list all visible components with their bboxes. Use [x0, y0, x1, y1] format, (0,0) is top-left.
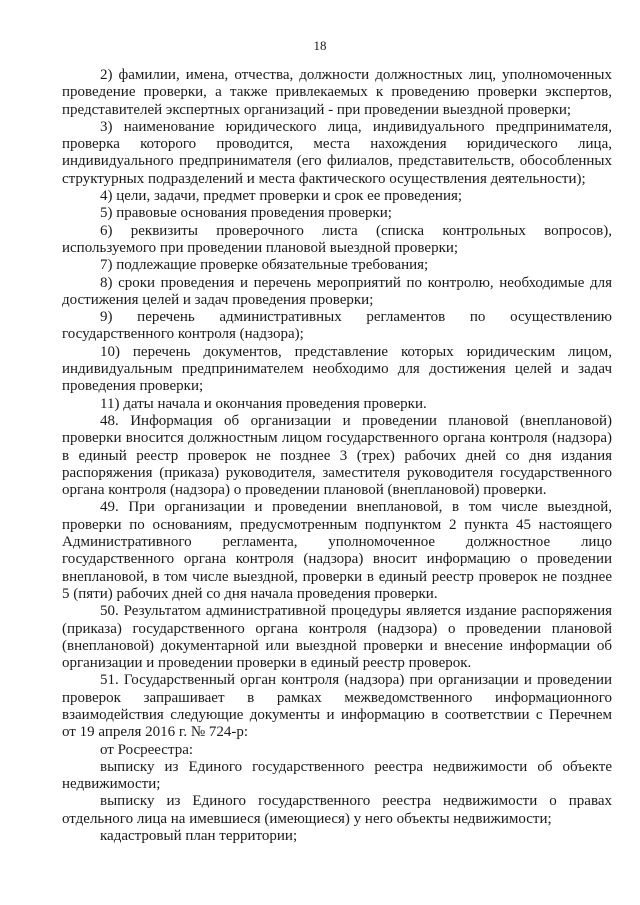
text-line: Административного регламента, уполномоченное должностное лицо [62, 534, 612, 551]
text-line: организации и проведении проверки в единый реестр проверок. [62, 655, 472, 672]
text-line: государственного органа контроля (надзора) вносит информацию о проведении [62, 551, 612, 568]
text-line: от 19 апреля 2016 г. № 724-р: [62, 724, 249, 741]
text-line: представителей экспертных организаций - при проведении выездной проверки; [62, 101, 572, 118]
text-line: 3) наименование юридического лица, индивидуального предпринимателя, [100, 118, 612, 135]
text-line: 4) цели, задачи, предмет проверки и срок ее проведения; [100, 188, 463, 205]
text-line: 6) реквизиты проверочного листа (списка контрольных вопросов), [100, 222, 612, 239]
text-line: достижения целей и задач проведения проверки; [62, 291, 374, 308]
text-line: индивидуальным предпринимателем необходимо для достижения целей и задач [62, 361, 612, 378]
text-line: 5) правовые основания проведения проверки; [100, 205, 392, 222]
text-line: выписку из Единого государственного реестра недвижимости о правах [100, 793, 612, 810]
text-line: проверка которого проводится, места нахождения юридического лица, [62, 136, 612, 153]
text-line: органа контроля (надзора) о проведении плановой (внеплановой) проверки. [62, 482, 547, 499]
text-line: 11) даты начала и окончания проведения проверки. [100, 395, 427, 412]
text-line: внеплановой, в том числе выездной, проверки в единый реестр проверок не позднее [62, 568, 612, 585]
text-line: 10) перечень документов, представление которых юридическим лицом, [100, 343, 612, 360]
text-line: проведения проверки; [62, 378, 204, 395]
text-line: используемого при проведении плановой выездной проверки; [62, 239, 459, 256]
text-line: 9) перечень административных регламентов по осуществлению [100, 309, 612, 326]
text-line: проверки по основаниям, предусмотренным подпунктом 2 пункта 45 настоящего [62, 516, 612, 533]
text-line: проверки вносится должностным лицом государственного органа контроля (надзора) [62, 430, 612, 447]
text-line: проверок запрашивает в рамках межведомственного информационного [62, 689, 612, 706]
text-line: 49. При организации и проведении внеплановой, в том числе выездной, [100, 499, 612, 516]
text-line: от Росреестра: [100, 741, 194, 758]
text-line: 51. Государственный орган контроля (надзора) при организации и проведении [100, 672, 612, 689]
text-line: 50. Результатом административной процедуры является издание распоряжения [100, 603, 612, 620]
text-line: в единый реестр проверок не позднее 3 (трех) рабочих дней со дня издания [62, 447, 612, 464]
text-line: структурных подразделений и места фактического осуществления деятельности); [62, 170, 586, 187]
text-line: отдельного лица на имевшиеся (имеющиеся) у него объекты недвижимости; [62, 810, 552, 827]
text-line: выписку из Единого государственного реестра недвижимости об объекте [100, 758, 612, 775]
text-line: кадастровый план территории; [100, 828, 298, 845]
text-line: государственного контроля (надзора); [62, 326, 304, 343]
text-line: 7) подлежащие проверке обязательные требования; [100, 257, 429, 274]
text-line: распоряжения (приказа) руководителя, заместителя руководителя государственного [62, 464, 612, 481]
document-body [62, 67, 612, 845]
text-line: (внеплановой) документарной или выездной проверки и внесение информации об [62, 637, 612, 654]
text-line: 5 (пяти) рабочих дней со дня начала проведения проверки. [62, 585, 438, 602]
text-line: индивидуального предпринимателя (его филиалов, представительств, обособленных [62, 153, 612, 170]
text-line: 8) сроки проведения и перечень мероприятий по контролю, необходимые для [100, 274, 612, 291]
text-line: 2) фамилии, имена, отчества, должности должностных лиц, уполномоченных [100, 67, 612, 83]
text-line: недвижимости; [62, 776, 161, 793]
text-line: 48. Информация об организации и проведении плановой (внеплановой) [100, 412, 612, 429]
text-line: (приказа) государственного органа контроля (надзора) о проведении плановой [62, 620, 612, 637]
text-line: проведение проверки, а также привлекаемых к проведению проверки экспертов, [62, 84, 612, 101]
page-number: 18 [313, 38, 327, 53]
text-line: взаимодействия следующие документы и информацию в соответствии с Перечнем [62, 706, 612, 723]
